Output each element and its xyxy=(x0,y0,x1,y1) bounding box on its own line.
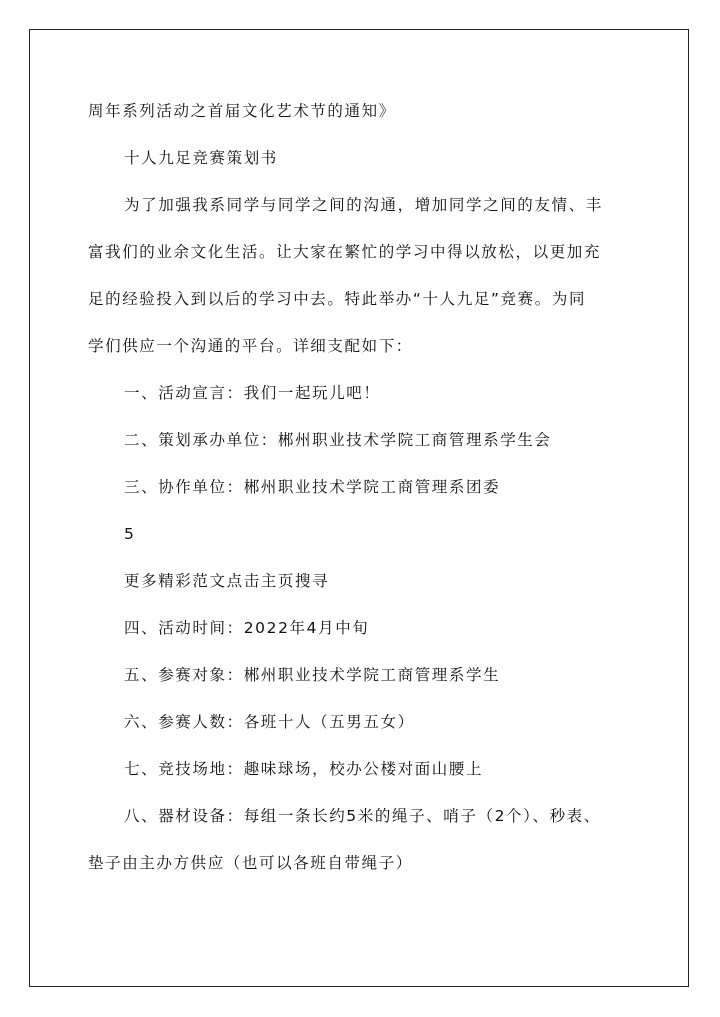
text-line: 四、活动时间：2022年4月中旬 xyxy=(124,619,370,637)
text-line: 为了加强我系同学与同学之间的沟通，增加同学之间的友情、丰 xyxy=(124,196,603,214)
page-border xyxy=(29,29,689,987)
text-line: 一、活动宣言：我们一起玩儿吧！ xyxy=(124,384,381,402)
text-line: 学们供应一个沟通的平台。详细支配如下： xyxy=(88,337,413,355)
text-line: 足的经验投入到以后的学习中去。特此举办“十人九足”竞赛。为同 xyxy=(88,290,587,308)
text-line: 七、竞技场地：趣味球场，校办公楼对面山腰上 xyxy=(124,760,484,778)
heading-line: 十人九足竞赛策划书 xyxy=(124,149,278,167)
text-line: 八、器材设备：每组一条长约5米的绳子、哨子（2个）、秒表、 xyxy=(124,807,601,825)
text-line: 三、协作单位：郴州职业技术学院工商管理系团委 xyxy=(124,478,501,496)
text-line: 五、参赛对象：郴州职业技术学院工商管理系学生 xyxy=(124,666,501,684)
promo-text: 更多精彩范文点击主页搜寻 xyxy=(124,572,330,590)
text-line: 周年系列活动之首届文化艺术节的通知》 xyxy=(88,102,396,120)
text-line: 二、策划承办单位：郴州职业技术学院工商管理系学生会 xyxy=(124,431,552,449)
text-line: 垫子由主办方供应（也可以各班自带绳子） xyxy=(88,854,413,872)
page-number: 5 xyxy=(124,525,136,543)
text-line: 富我们的业余文化生活。让大家在繁忙的学习中得以放松，以更加充 xyxy=(88,243,602,261)
text-line: 六、参赛人数：各班十人（五男五女） xyxy=(124,713,415,731)
